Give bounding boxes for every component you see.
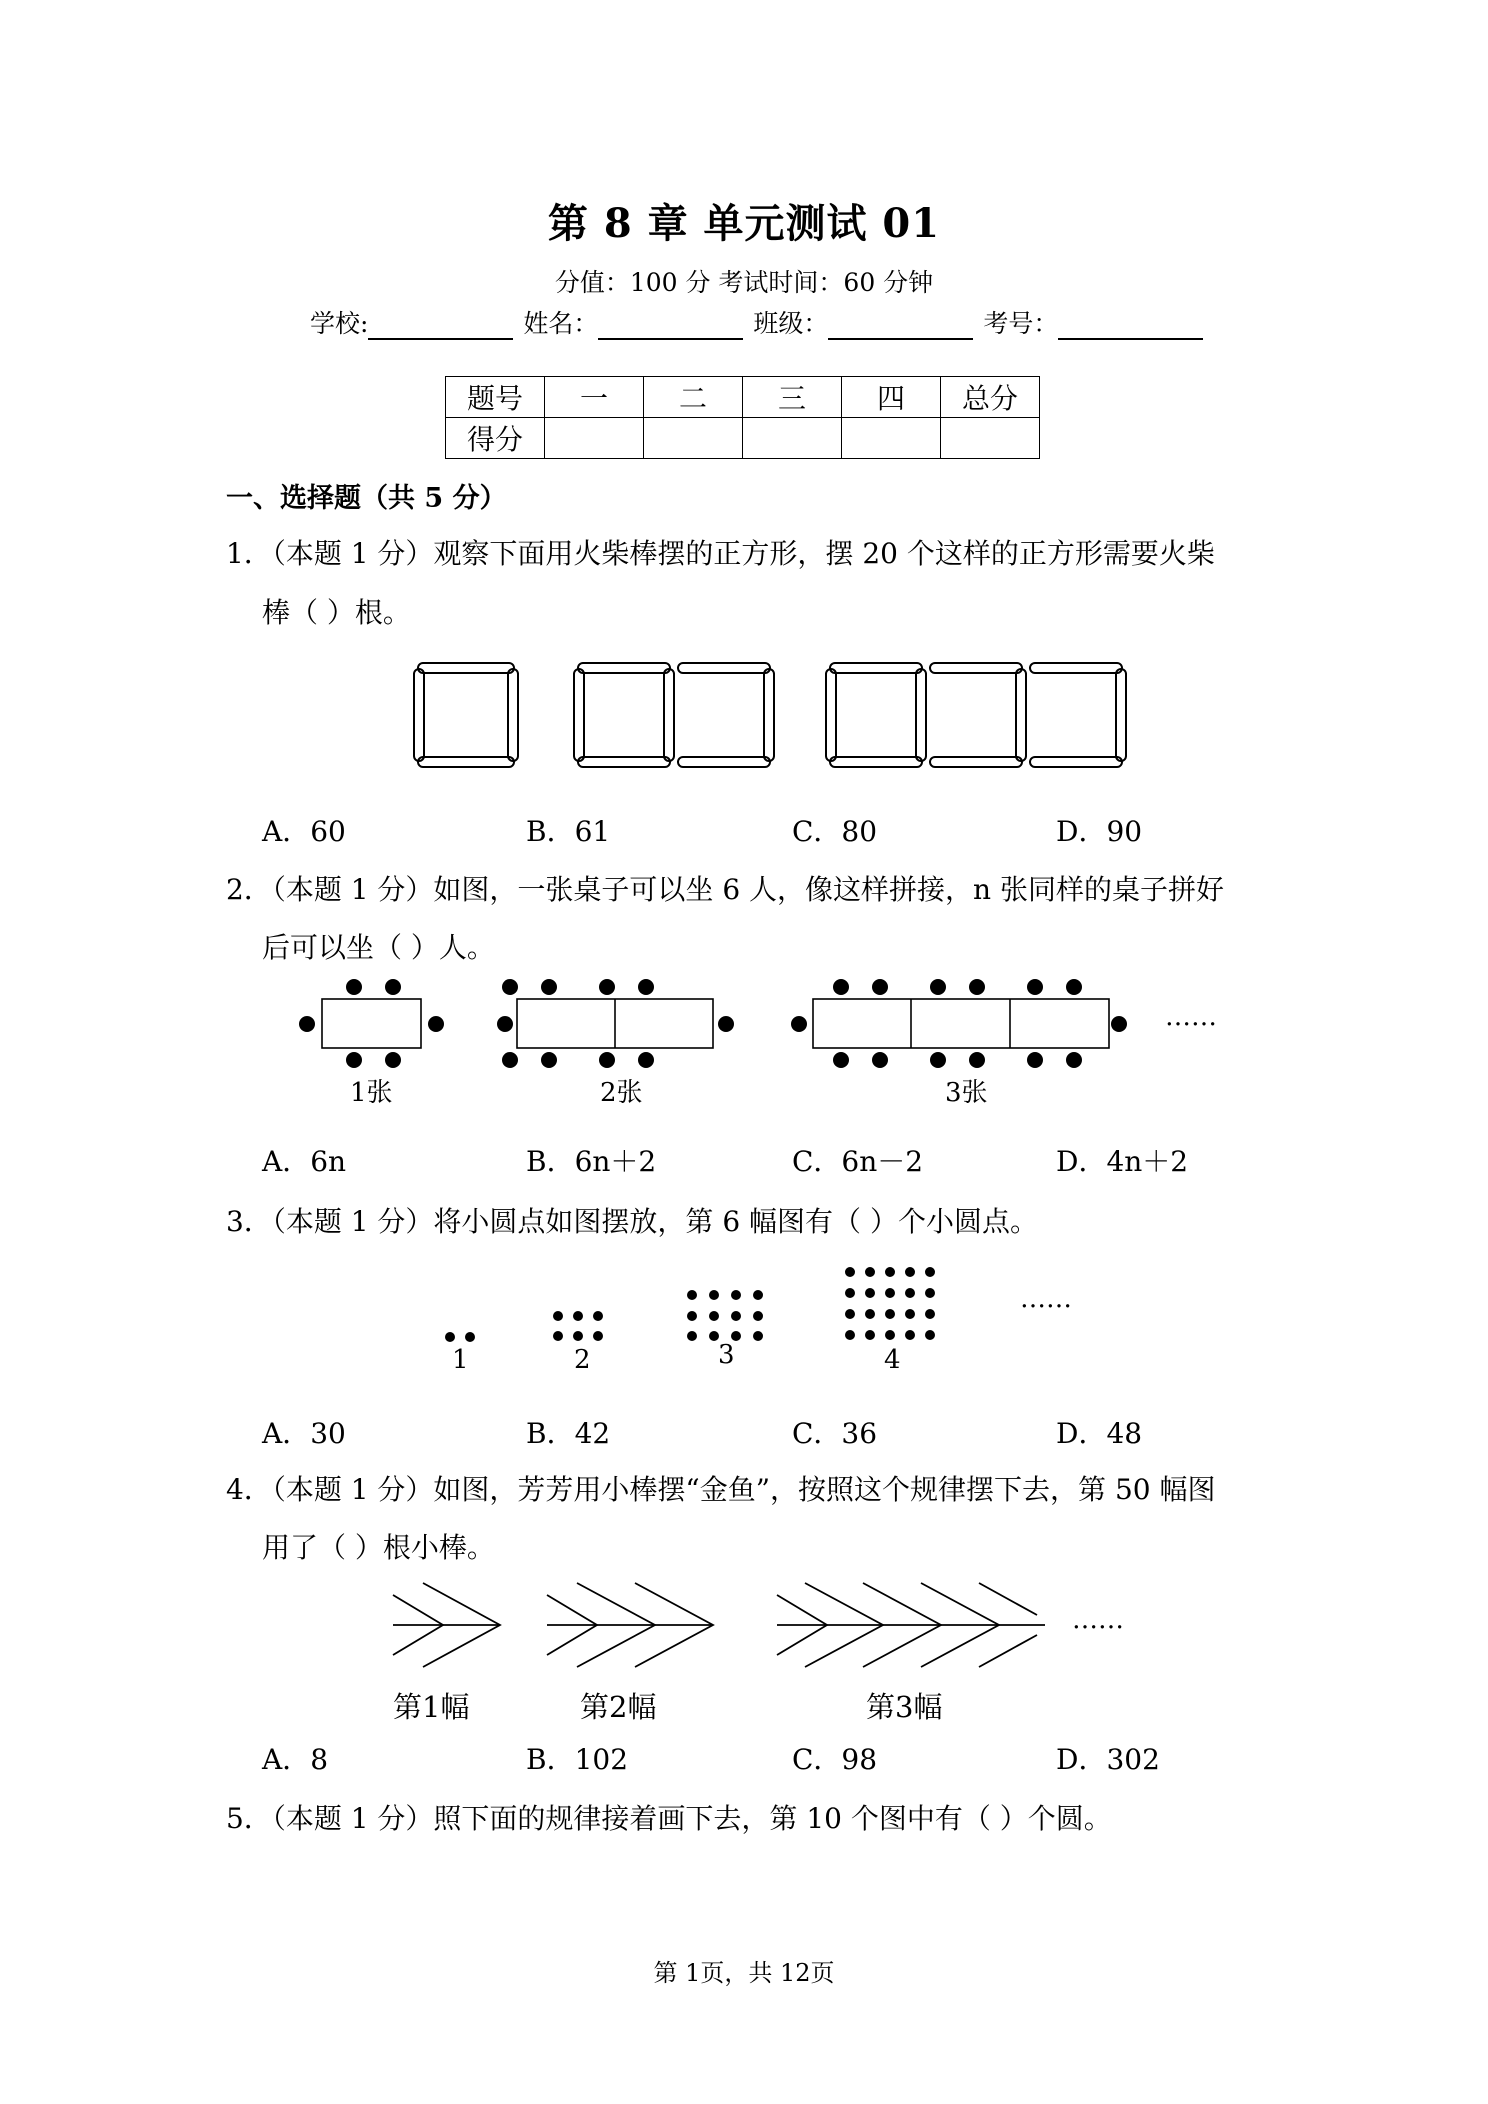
option-a[interactable]: A．6n	[262, 1145, 347, 1178]
section-title: 一、选择题（共 5 分）	[226, 483, 507, 514]
figure-label: 3张	[945, 1078, 988, 1108]
matchstick-square	[574, 663, 774, 767]
figure-label: 4	[884, 1345, 901, 1375]
score-table-cell: 三	[743, 377, 842, 418]
option-d[interactable]: D．302	[1056, 1743, 1160, 1776]
school-blank[interactable]	[368, 312, 513, 340]
option-d[interactable]: D．90	[1056, 815, 1143, 848]
score-table-score-row	[446, 418, 1040, 459]
question-1-matchstick-figure	[400, 655, 1140, 775]
ellipsis: ……	[1072, 1605, 1124, 1635]
figure-label: 2	[574, 1345, 591, 1375]
question-4-goldfish-figure	[385, 1575, 1085, 1675]
score-input-cell[interactable]	[941, 418, 1040, 459]
option-a[interactable]: A．30	[262, 1417, 346, 1450]
question-1-line2: 棒（ ）根。	[262, 596, 411, 629]
option-d[interactable]: D．48	[1056, 1417, 1143, 1450]
option-b[interactable]: B．6n＋2	[526, 1145, 657, 1178]
figure-label: 1张	[350, 1078, 393, 1108]
page-title: 第 8 章 单元测试 01	[547, 200, 941, 247]
page-footer: 第 1页，共 12页	[653, 1959, 835, 1987]
question-3-line1: 3．（本题 1 分）将小圆点如图摆放，第 6 幅图有（ ）个小圆点。	[226, 1205, 1038, 1238]
class-label: 班级：	[753, 309, 829, 338]
figure-label: 1	[452, 1345, 469, 1375]
school-label: 学校:	[310, 309, 369, 338]
score-table-cell: 题号	[446, 377, 545, 418]
question-2-line2: 后可以坐（ ）人。	[262, 931, 495, 964]
question-4-line2: 用了（ ）根小棒。	[262, 1531, 495, 1564]
score-table	[445, 376, 1040, 459]
figure-label: 第2幅	[580, 1690, 657, 1724]
matchstick-square	[826, 663, 1126, 767]
score-input-cell[interactable]	[842, 418, 941, 459]
score-input-cell[interactable]	[644, 418, 743, 459]
ellipsis: ……	[1165, 1002, 1217, 1032]
score-table-cell: 一	[545, 377, 644, 418]
figure-label: 2张	[600, 1078, 643, 1108]
figure-label: 第3幅	[866, 1690, 943, 1724]
score-input-cell[interactable]	[743, 418, 842, 459]
option-c[interactable]: C．80	[792, 815, 878, 848]
option-d[interactable]: D．4n＋2	[1056, 1145, 1189, 1178]
matchstick-square	[414, 663, 518, 767]
ellipsis: ……	[1020, 1284, 1072, 1314]
option-b[interactable]: B．61	[526, 815, 611, 848]
option-b[interactable]: B．102	[526, 1743, 629, 1776]
option-c[interactable]: C．98	[792, 1743, 878, 1776]
score-table-cell: 二	[644, 377, 743, 418]
student-info-line	[310, 304, 1205, 340]
score-input-cell[interactable]	[545, 418, 644, 459]
score-table-cell: 四	[842, 377, 941, 418]
option-c[interactable]: C．36	[792, 1417, 878, 1450]
question-3-dot-figure	[430, 1250, 990, 1370]
option-b[interactable]: B．42	[526, 1417, 611, 1450]
class-blank[interactable]	[828, 312, 973, 340]
score-table-cell: 总分	[941, 377, 1040, 418]
question-1-line1: 1．（本题 1 分）观察下面用火柴棒摆的正方形，摆 20 个这样的正方形需要火柴	[226, 537, 1215, 570]
exam-number-label: 考号：	[983, 309, 1059, 338]
option-a[interactable]: A．8	[262, 1743, 329, 1776]
figure-label: 3	[718, 1340, 735, 1370]
name-blank[interactable]	[598, 312, 743, 340]
question-4-line1: 4．（本题 1 分）如图，芳芳用小棒摆“金鱼”，按照这个规律摆下去，第 50 幅图	[226, 1473, 1216, 1506]
exam-subtitle: 分值：100 分 考试时间：60 分钟	[554, 268, 934, 297]
figure-label: 第1幅	[393, 1690, 470, 1724]
option-a[interactable]: A．60	[262, 815, 346, 848]
question-2-line1: 2．（本题 1 分）如图，一张桌子可以坐 6 人，像这样拼接，n 张同样的桌子拼好	[226, 873, 1224, 906]
score-table-header-row	[446, 377, 1040, 418]
option-c[interactable]: C．6n－2	[792, 1145, 924, 1178]
question-5-line1: 5．（本题 1 分）照下面的规律接着画下去，第 10 个图中有（ ）个圆。	[226, 1802, 1112, 1835]
question-2-table-figure	[295, 975, 1255, 1095]
score-row-label: 得分	[446, 418, 545, 459]
name-label: 姓名：	[523, 309, 599, 338]
exam-number-blank[interactable]	[1058, 312, 1203, 340]
